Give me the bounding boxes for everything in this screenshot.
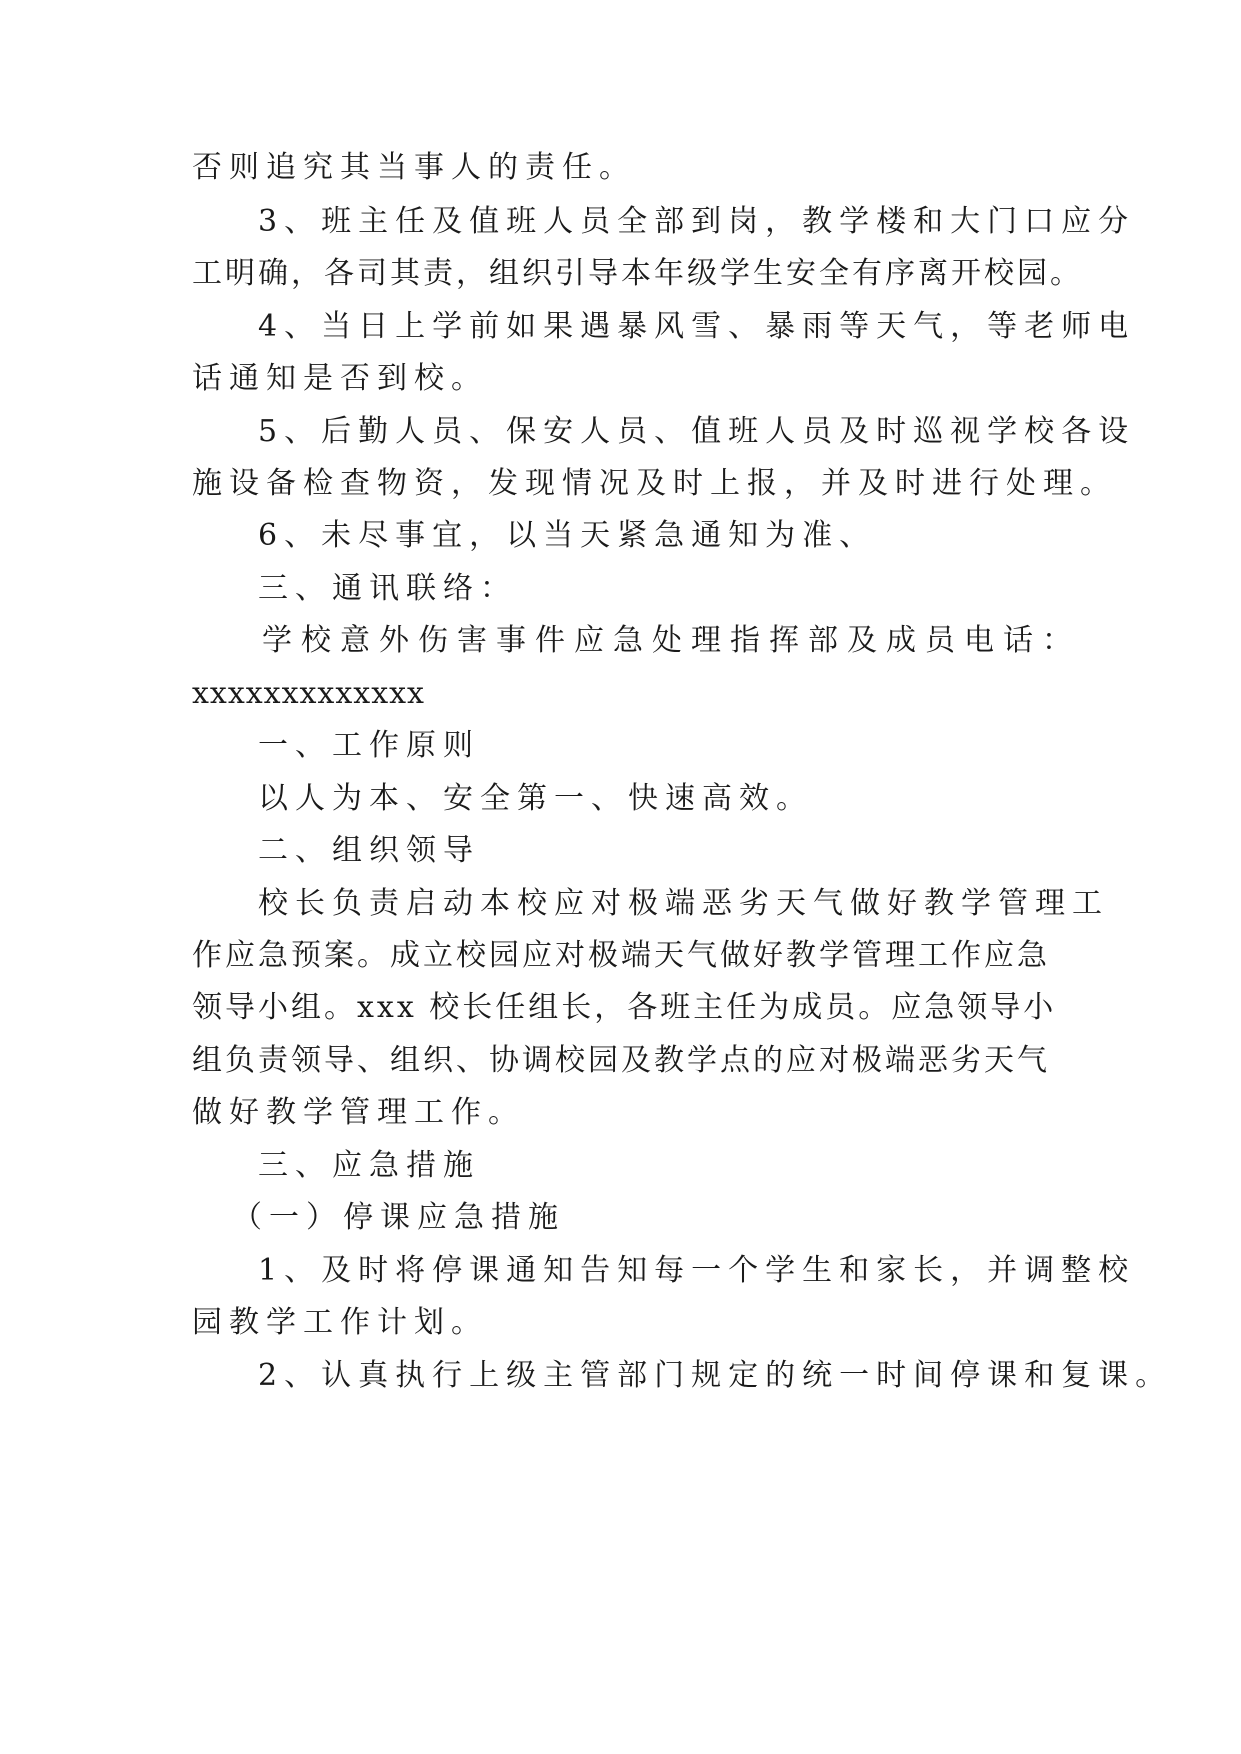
paragraph-line: 组负责领导、组织、协调校园及教学点的应对极端恶劣天气 — [192, 1043, 1050, 1078]
paragraph-line: 否则追究其当事人的责任。 — [192, 150, 636, 185]
paragraph-line: 做好教学管理工作。 — [192, 1095, 525, 1130]
paragraph-line: 施设备检查物资，发现情况及时上报，并及时进行处理。 — [192, 466, 1117, 501]
section-heading: 三、通讯联络： — [258, 571, 517, 606]
paragraph-line: 6、未尽事宜，以当天紧急通知为准、 — [258, 518, 877, 553]
paragraph-line: 以人为本、安全第一、快速高效。 — [258, 781, 813, 816]
paragraph-line: 工明确，各司其责，组织引导本年级学生安全有序离开校园。 — [192, 256, 1083, 291]
paragraph-line: 4、当日上学前如果遇暴风雪、暴雨等天气，等老师电 — [258, 309, 1136, 344]
subsection-heading: （一）停课应急措施 — [232, 1200, 565, 1235]
section-heading: 二、组织领导 — [258, 833, 480, 868]
section-heading: 一、工作原则 — [258, 728, 480, 763]
paragraph-line: 校长负责启动本校应对极端恶劣天气做好教学管理工 — [258, 886, 1109, 921]
paragraph-line: 领导小组。xxx 校长任组长，各班主任为成员。应急领导小 — [192, 990, 1057, 1025]
phone-number-placeholder: xxxxxxxxxxxxx — [192, 676, 425, 711]
paragraph-line: 5、后勤人员、保安人员、值班人员及时巡视学校各设 — [258, 414, 1136, 449]
paragraph-line: 话通知是否到校。 — [192, 361, 488, 396]
section-heading: 三、应急措施 — [258, 1148, 480, 1183]
paragraph-line: 2、认真执行上级主管部门规定的统一时间停课和复课。 — [258, 1358, 1173, 1393]
paragraph-line: 作应急预案。成立校园应对极端天气做好教学管理工作应急 — [192, 938, 1050, 973]
paragraph-line: 3、班主任及值班人员全部到岗，教学楼和大门口应分 — [258, 204, 1136, 239]
paragraph-line: 学校意外伤害事件应急处理指挥部及成员电话： — [262, 623, 1081, 658]
paragraph-line: 1、及时将停课通知告知每一个学生和家长，并调整校 — [258, 1253, 1136, 1288]
paragraph-line: 园教学工作计划。 — [192, 1305, 488, 1340]
